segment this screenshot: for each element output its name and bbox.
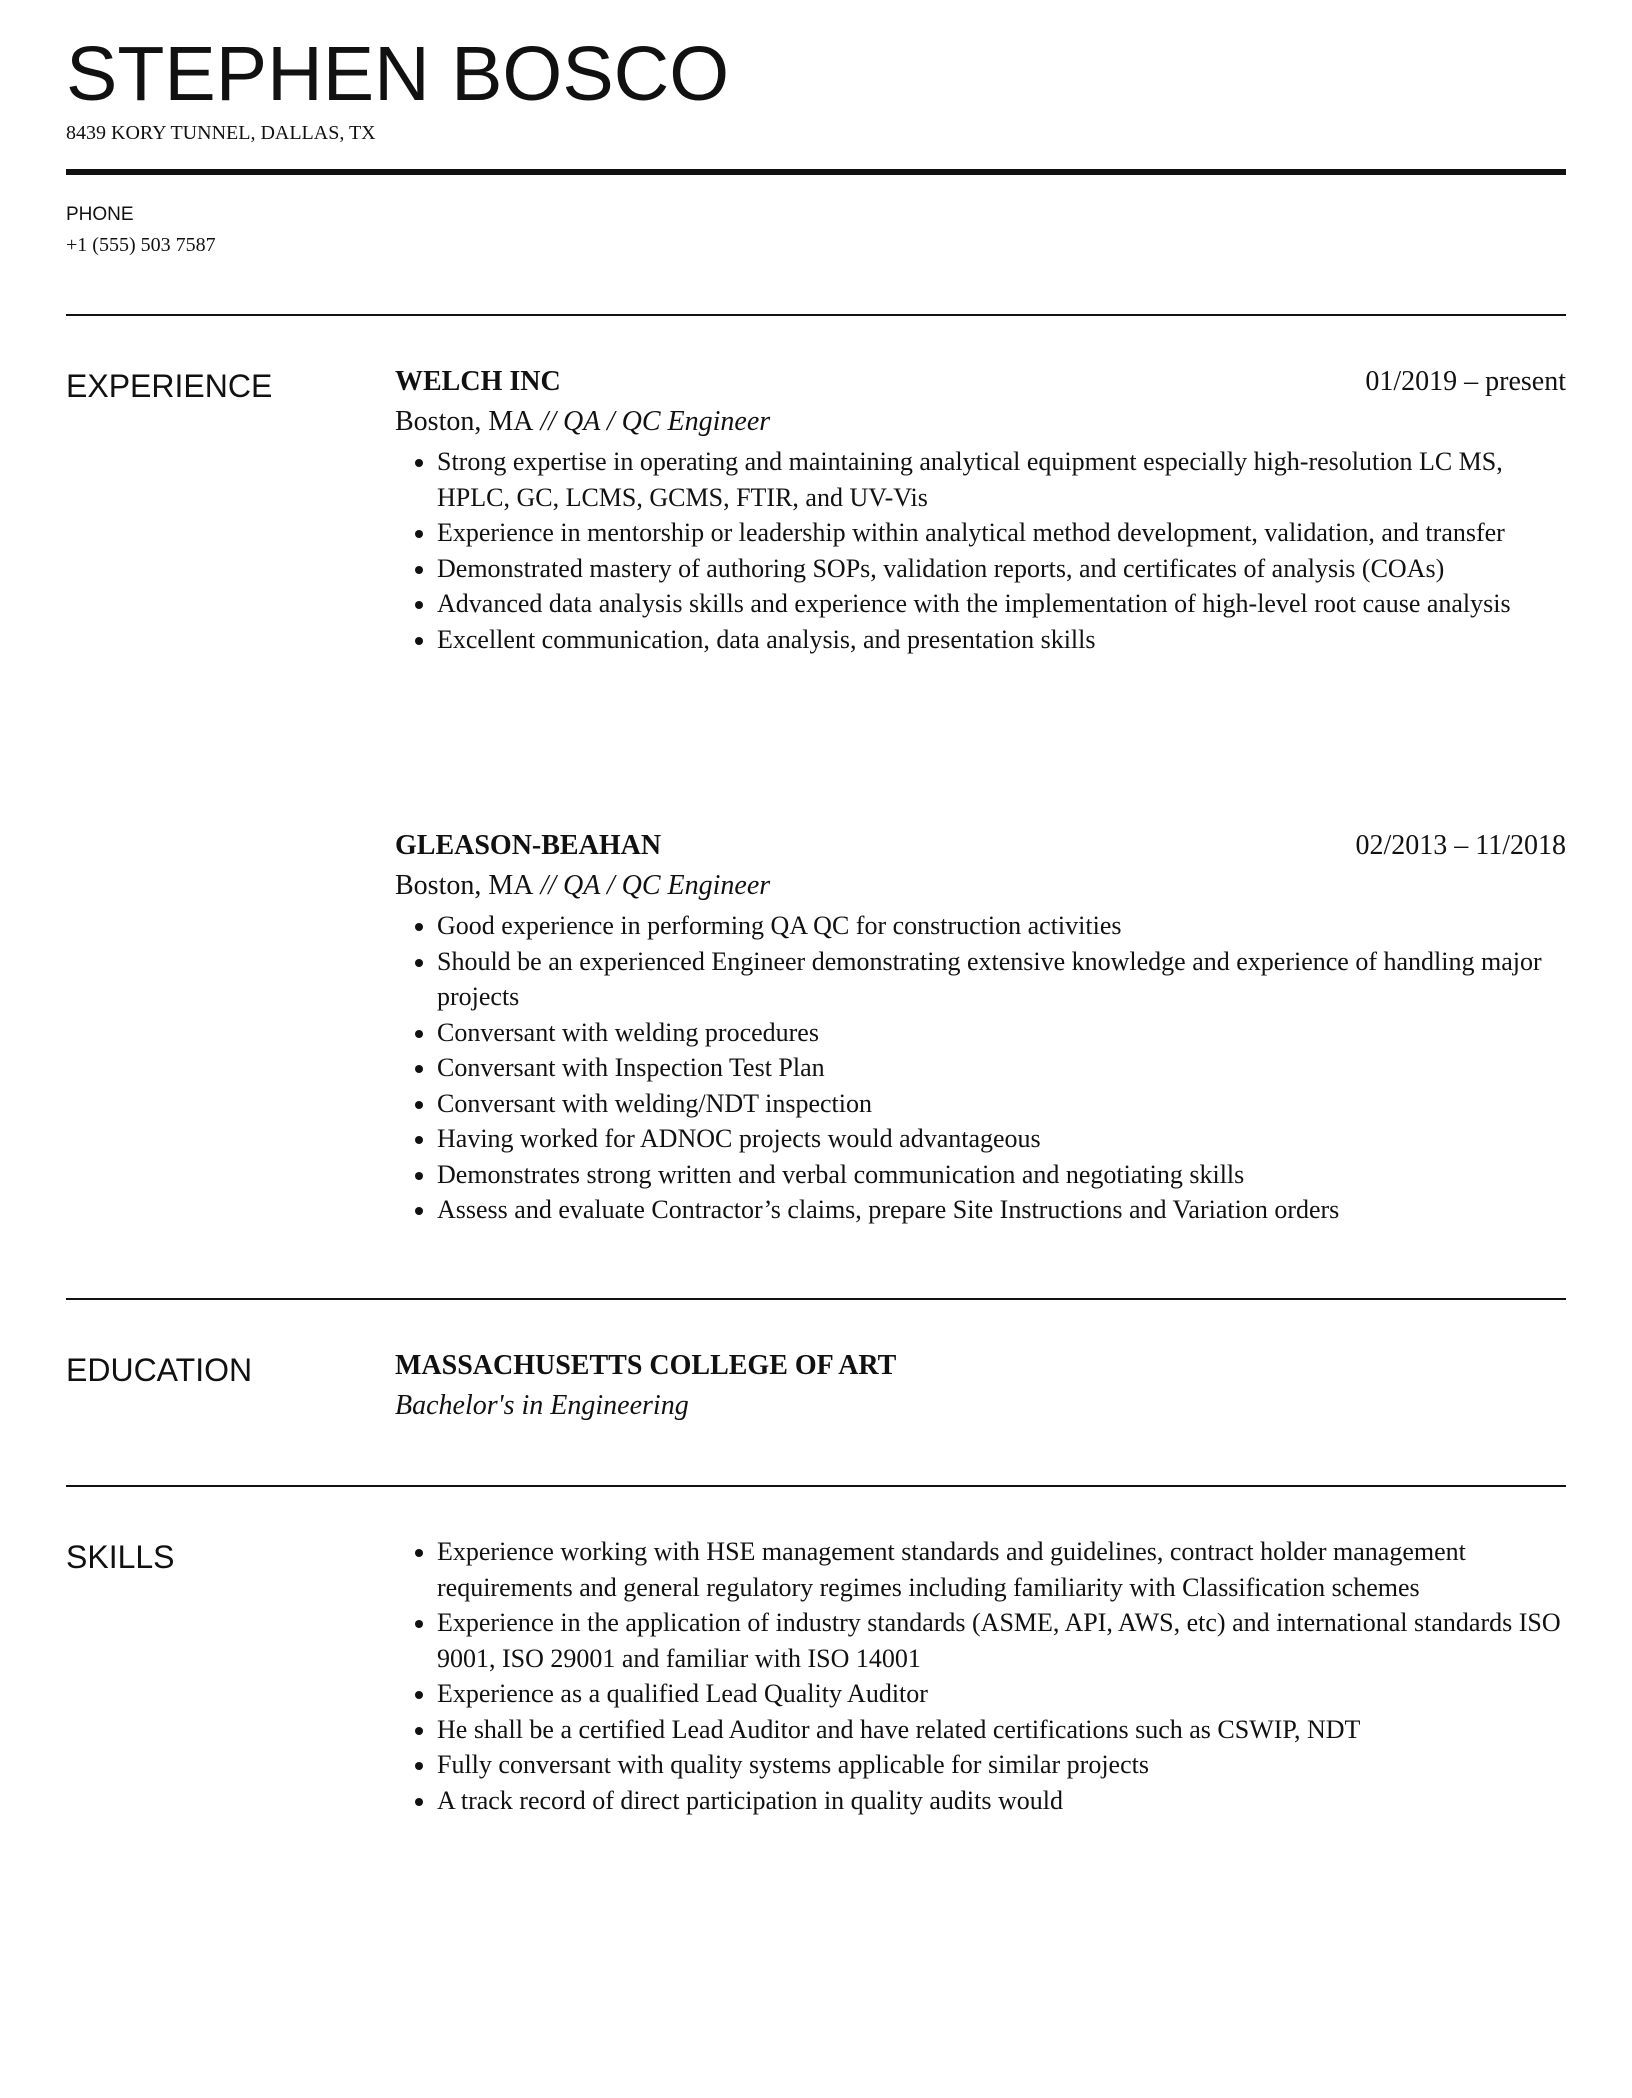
list-item: • Good experience in performing QA QC for construction activities — [437, 908, 1566, 944]
section-divider — [66, 1298, 1566, 1300]
list-item: • He shall be a certified Lead Auditor and have related certifications such as CSWIP, NDT — [437, 1712, 1566, 1748]
list-item: • Should be an experienced Engineer demonstrating extensive knowledge and experience of handling major projects — [437, 944, 1566, 1015]
job-entry — [395, 826, 1566, 1228]
job-bullets — [395, 444, 1566, 657]
education-heading: EDUCATION — [66, 1352, 253, 1388]
list-item: • Having worked for ADNOC projects would advantageous — [437, 1121, 1566, 1157]
company-name: GLEASON-BEAHAN — [395, 830, 662, 861]
list-item: • A track record of direct participation in quality audits would — [437, 1783, 1566, 1819]
job-separator: // — [533, 406, 564, 437]
address: 8439 KORY TUNNEL, DALLAS, TX — [66, 122, 376, 144]
list-item: • Excellent communication, data analysis, and presentation skills — [437, 622, 1566, 658]
list-item: • Fully conversant with quality systems applicable for similar projects — [437, 1747, 1566, 1783]
job-header — [395, 826, 1566, 866]
job-role: QA / QC Engineer — [563, 870, 771, 901]
job-role: QA / QC Engineer — [563, 406, 771, 437]
job-bullets — [395, 908, 1566, 1228]
job-header — [395, 362, 1566, 402]
company-name: WELCH INC — [395, 366, 561, 397]
skills-entry — [395, 1534, 1566, 1818]
degree: Bachelor's in Engineering — [395, 1390, 689, 1421]
skills-list — [395, 1534, 1566, 1818]
list-item: • Experience in the application of industry standards (ASME, API, AWS, etc) and international standards ISO 9001, ISO 29001 and familiar with ISO 14001 — [437, 1605, 1566, 1676]
section-divider — [66, 314, 1566, 316]
job-dates: 01/2019 – present — [1365, 366, 1566, 397]
job-location: Boston, MA — [395, 406, 534, 437]
list-item: • Assess and evaluate Contractor’s claims, prepare Site Instructions and Variation orders — [437, 1192, 1566, 1228]
skills-heading: SKILLS — [66, 1539, 175, 1575]
job-subline — [395, 866, 1566, 906]
school-name: MASSACHUSETTS COLLEGE OF ART — [395, 1350, 897, 1381]
list-item: • Conversant with Inspection Test Plan — [437, 1050, 1566, 1086]
education-entry — [395, 1346, 1566, 1426]
list-item: • Demonstrates strong written and verbal communication and negotiating skills — [437, 1157, 1566, 1193]
section-divider — [66, 1485, 1566, 1487]
job-separator: // — [533, 870, 564, 901]
list-item: • Experience as a qualified Lead Quality Auditor — [437, 1676, 1566, 1712]
job-dates: 02/2013 – 11/2018 — [1355, 830, 1566, 861]
list-item: • Advanced data analysis skills and experience with the implementation of high-level root cause analysis — [437, 586, 1566, 622]
experience-heading: EXPERIENCE — [66, 368, 273, 404]
job-entry — [395, 362, 1566, 657]
list-item: • Conversant with welding procedures — [437, 1015, 1566, 1051]
phone-label: PHONE — [66, 204, 134, 225]
job-subline — [395, 402, 1566, 442]
phone-number: +1 (555) 503 7587 — [66, 234, 216, 256]
list-item: • Conversant with welding/NDT inspection — [437, 1086, 1566, 1122]
list-item: • Demonstrated mastery of authoring SOPs, validation reports, and certificates of analysis (COAs) — [437, 551, 1566, 587]
list-item: • Experience working with HSE management standards and guidelines, contract holder management requirements and general regulatory regimes including familiarity with Classification schemes — [437, 1534, 1566, 1605]
job-location: Boston, MA — [395, 870, 534, 901]
list-item: • Strong expertise in operating and maintaining analytical equipment especially high-resolution LC MS, HPLC, GC, LCMS, GCMS, FTIR, and UV-Vis — [437, 444, 1566, 515]
candidate-name: STEPHEN BOSCO — [66, 31, 730, 117]
list-item: • Experience in mentorship or leadership within analytical method development, validation, and transfer — [437, 515, 1566, 551]
header-divider — [66, 169, 1566, 175]
